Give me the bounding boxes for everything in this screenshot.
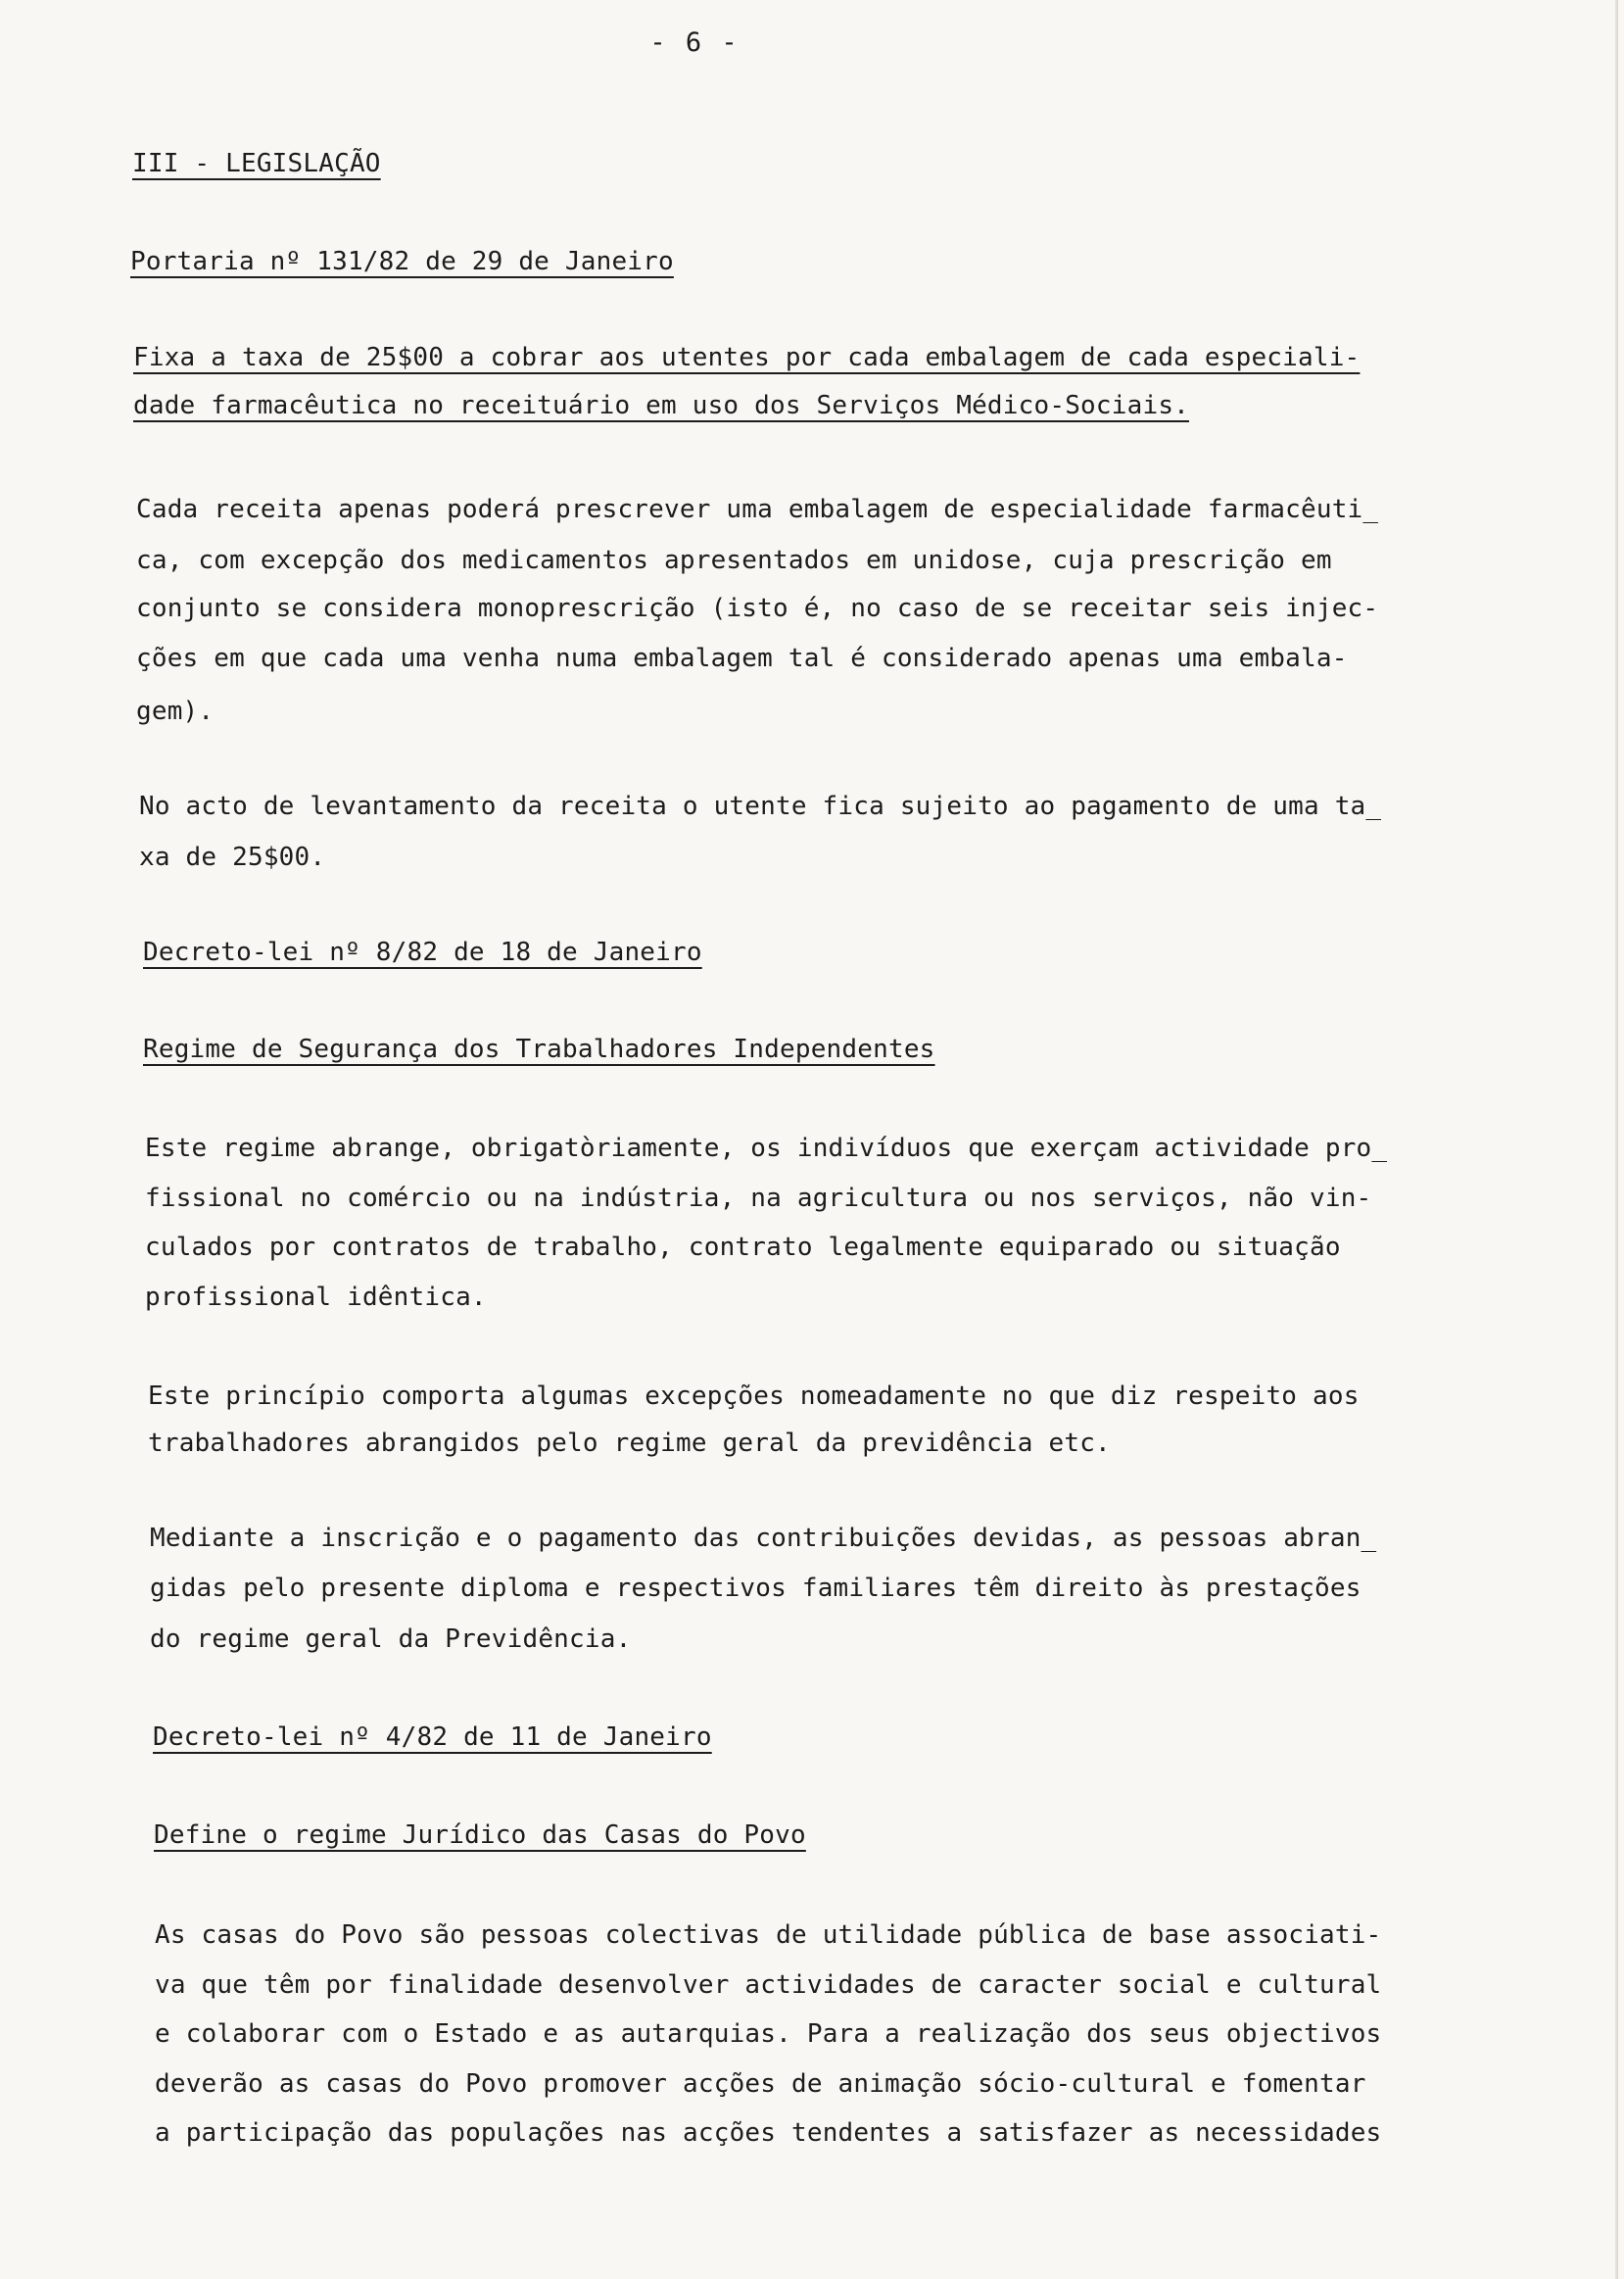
page-number: - 6 - xyxy=(649,27,740,58)
section-heading: III - LEGISLAÇÃO xyxy=(132,149,381,178)
portaria-paragraph-line: ções em que cada uma venha numa embalagem tal é considerado apenas uma embala- xyxy=(136,644,1348,673)
decreto-4-paragraph-line: deverão as casas do Povo promover acções de animação sócio-cultural e fomentar xyxy=(155,2069,1366,2099)
portaria-paragraph-line: conjunto se considera monoprescrição (isto é, no caso de se receitar seis injec- xyxy=(136,594,1379,623)
decreto-4-paragraph-line: As casas do Povo são pessoas colectivas de utilidade pública de base associati- xyxy=(155,1920,1382,1950)
decreto-4-paragraph-line: a participação das populações nas acções tendentes a satisfazer as necessidades xyxy=(155,2118,1382,2148)
decreto-4-paragraph-line: va que têm por finalidade desenvolver actividades de caracter social e cultural xyxy=(155,1970,1382,2000)
decreto-8-paragraph-line: Este princípio comporta algumas excepções nomeadamente no que diz respeito aos xyxy=(148,1382,1360,1411)
decreto-8-paragraph-line: gidas pelo presente diploma e respectivos familiares têm direito às prestações xyxy=(150,1574,1361,1603)
decreto-8-paragraph-line: do regime geral da Previdência. xyxy=(150,1624,632,1654)
decreto-8-paragraph-line: fissional no comércio ou na indústria, na agricultura ou nos serviços, não vin- xyxy=(145,1184,1372,1213)
paper-edge-shadow xyxy=(1615,0,1618,2279)
decreto-8-paragraph-line: Este regime abrange, obrigatòriamente, os indivíduos que exerçam actividade pro_ xyxy=(145,1134,1388,1163)
portaria-summary-line: Fixa a taxa de 25$00 a cobrar aos utentes por cada embalagem de cada especiali- xyxy=(133,343,1361,372)
decreto-4-paragraph-line: e colaborar com o Estado e as autarquias. Para a realização dos seus objectivos xyxy=(155,2019,1382,2049)
portaria-paragraph-line: gem). xyxy=(136,697,215,726)
portaria-paragraph-line: No acto de levantamento da receita o utente fica sujeito ao pagamento de uma ta_ xyxy=(139,792,1382,821)
decreto-8-subtitle: Regime de Segurança dos Trabalhadores Independentes xyxy=(143,1035,935,1064)
portaria-paragraph-line: Cada receita apenas poderá prescrever uma embalagem de especialidade farmacêuti_ xyxy=(136,495,1379,524)
decreto-4-title: Decreto-lei nº 4/82 de 11 de Janeiro xyxy=(153,1722,712,1752)
decreto-8-paragraph-line: profissional idêntica. xyxy=(145,1283,487,1312)
portaria-paragraph-line: xa de 25$00. xyxy=(139,843,326,872)
portaria-paragraph-line: ca, com excepção dos medicamentos apresentados em unidose, cuja prescrição em xyxy=(136,546,1332,575)
portaria-title: Portaria nº 131/82 de 29 de Janeiro xyxy=(130,247,674,276)
decreto-8-paragraph-line: Mediante a inscrição e o pagamento das contribuições devidas, as pessoas abran_ xyxy=(150,1524,1377,1553)
decreto-8-paragraph-line: trabalhadores abrangidos pelo regime geral da previdência etc. xyxy=(148,1429,1111,1458)
decreto-8-title: Decreto-lei nº 8/82 de 18 de Janeiro xyxy=(143,938,702,967)
portaria-summary-line: dade farmacêutica no receituário em uso dos Serviços Médico-Sociais. xyxy=(133,391,1190,420)
decreto-8-paragraph-line: culados por contratos de trabalho, contrato legalmente equiparado ou situação xyxy=(145,1233,1341,1262)
decreto-4-subtitle: Define o regime Jurídico das Casas do Povo xyxy=(154,1820,806,1850)
